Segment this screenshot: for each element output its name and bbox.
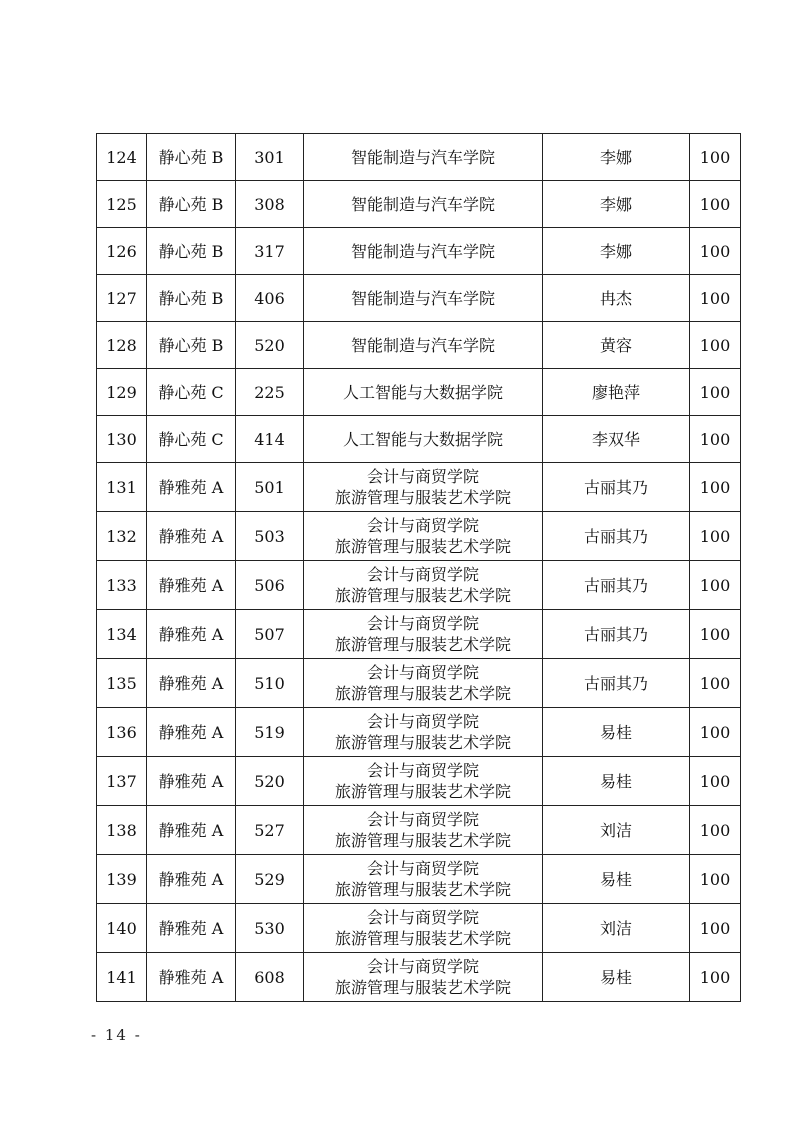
cell-building: 静心苑 B [147, 275, 236, 322]
cell-building: 静心苑 B [147, 134, 236, 181]
college-line: 旅游管理与服装艺术学院 [334, 684, 511, 703]
cell-room: 519 [236, 708, 304, 757]
cell-building: 静雅苑 A [147, 757, 236, 806]
cell-building: 静心苑 B [147, 322, 236, 369]
college-line: 会计与商贸学院 [366, 761, 479, 780]
college-line: 旅游管理与服装艺术学院 [334, 929, 511, 948]
college-line: 智能制造与汽车学院 [350, 147, 495, 167]
college-line: 智能制造与汽车学院 [350, 288, 495, 308]
college-line: 旅游管理与服装艺术学院 [334, 782, 511, 801]
cell-inspector-name: 易桂 [543, 855, 690, 904]
cell-building: 静雅苑 A [147, 512, 236, 561]
cell-building: 静雅苑 A [147, 855, 236, 904]
cell-building: 静心苑 B [147, 181, 236, 228]
cell-building: 静雅苑 A [147, 708, 236, 757]
cell-inspector-name: 黄容 [543, 322, 690, 369]
cell-inspector-name: 易桂 [543, 953, 690, 1002]
cell-room: 608 [236, 953, 304, 1002]
college-line: 旅游管理与服装艺术学院 [334, 733, 511, 752]
cell-inspector-name: 古丽其乃 [543, 610, 690, 659]
cell-score: 100 [690, 228, 741, 275]
cell-college [304, 659, 543, 708]
cell-inspector-name: 古丽其乃 [543, 463, 690, 512]
cell-college [304, 181, 543, 228]
cell-score: 100 [690, 134, 741, 181]
table-row [97, 904, 741, 953]
cell-college [304, 953, 543, 1002]
cell-college [304, 904, 543, 953]
table-row [97, 134, 741, 181]
cell-number: 136 [97, 708, 147, 757]
cell-room: 507 [236, 610, 304, 659]
cell-score: 100 [690, 953, 741, 1002]
cell-number: 127 [97, 275, 147, 322]
table-row [97, 855, 741, 904]
college-line: 智能制造与汽车学院 [350, 241, 495, 261]
cell-score: 100 [690, 855, 741, 904]
cell-number: 132 [97, 512, 147, 561]
cell-score: 100 [690, 181, 741, 228]
cell-score: 100 [690, 275, 741, 322]
cell-room: 530 [236, 904, 304, 953]
college-line: 会计与商贸学院 [366, 565, 479, 584]
cell-score: 100 [690, 659, 741, 708]
page-number: - 14 - [91, 1026, 142, 1044]
cell-score: 100 [690, 904, 741, 953]
cell-college [304, 322, 543, 369]
cell-inspector-name: 易桂 [543, 757, 690, 806]
table-row [97, 953, 741, 1002]
cell-building: 静雅苑 A [147, 806, 236, 855]
cell-room: 520 [236, 322, 304, 369]
cell-inspector-name: 李娜 [543, 134, 690, 181]
college-line: 会计与商贸学院 [366, 908, 479, 927]
cell-building: 静雅苑 A [147, 463, 236, 512]
cell-number: 140 [97, 904, 147, 953]
cell-number: 130 [97, 416, 147, 463]
cell-inspector-name: 冉杰 [543, 275, 690, 322]
cell-score: 100 [690, 610, 741, 659]
table-row [97, 369, 741, 416]
table-row [97, 228, 741, 275]
cell-college [304, 708, 543, 757]
cell-building: 静心苑 C [147, 416, 236, 463]
cell-room: 506 [236, 561, 304, 610]
college-line: 旅游管理与服装艺术学院 [334, 635, 511, 654]
college-line: 会计与商贸学院 [366, 516, 479, 535]
cell-building: 静心苑 B [147, 228, 236, 275]
cell-college [304, 806, 543, 855]
cell-college [304, 369, 543, 416]
college-line: 会计与商贸学院 [366, 663, 479, 682]
table-row [97, 275, 741, 322]
cell-number: 129 [97, 369, 147, 416]
college-line: 旅游管理与服装艺术学院 [334, 586, 511, 605]
cell-inspector-name: 李双华 [543, 416, 690, 463]
cell-inspector-name: 刘洁 [543, 806, 690, 855]
cell-score: 100 [690, 708, 741, 757]
college-line: 会计与商贸学院 [366, 614, 479, 633]
cell-room: 225 [236, 369, 304, 416]
table-row [97, 757, 741, 806]
cell-number: 128 [97, 322, 147, 369]
college-line: 旅游管理与服装艺术学院 [334, 978, 511, 997]
college-line: 人工智能与大数据学院 [342, 382, 503, 402]
college-line: 旅游管理与服装艺术学院 [334, 488, 511, 507]
cell-college [304, 610, 543, 659]
cell-inspector-name: 古丽其乃 [543, 659, 690, 708]
cell-inspector-name: 易桂 [543, 708, 690, 757]
cell-building: 静心苑 C [147, 369, 236, 416]
college-line: 旅游管理与服装艺术学院 [334, 537, 511, 556]
cell-room: 414 [236, 416, 304, 463]
cell-building: 静雅苑 A [147, 953, 236, 1002]
dormitory-score-table [96, 133, 741, 1002]
table-row [97, 659, 741, 708]
college-line: 智能制造与汽车学院 [350, 335, 495, 355]
cell-building: 静雅苑 A [147, 904, 236, 953]
cell-building: 静雅苑 A [147, 659, 236, 708]
college-line: 智能制造与汽车学院 [350, 194, 495, 214]
cell-room: 501 [236, 463, 304, 512]
table-row [97, 561, 741, 610]
college-line: 会计与商贸学院 [366, 859, 479, 878]
cell-score: 100 [690, 512, 741, 561]
cell-score: 100 [690, 463, 741, 512]
table-row [97, 806, 741, 855]
cell-number: 134 [97, 610, 147, 659]
cell-college [304, 855, 543, 904]
cell-score: 100 [690, 561, 741, 610]
table-body [97, 134, 741, 1002]
college-line: 会计与商贸学院 [366, 957, 479, 976]
cell-college [304, 757, 543, 806]
cell-number: 124 [97, 134, 147, 181]
cell-college [304, 512, 543, 561]
cell-inspector-name: 李娜 [543, 181, 690, 228]
cell-room: 510 [236, 659, 304, 708]
cell-room: 527 [236, 806, 304, 855]
cell-inspector-name: 古丽其乃 [543, 512, 690, 561]
college-line: 会计与商贸学院 [366, 810, 479, 829]
cell-score: 100 [690, 416, 741, 463]
cell-number: 133 [97, 561, 147, 610]
college-line: 人工智能与大数据学院 [342, 429, 503, 449]
cell-inspector-name: 刘洁 [543, 904, 690, 953]
table-row [97, 416, 741, 463]
cell-room: 529 [236, 855, 304, 904]
cell-room: 308 [236, 181, 304, 228]
table-row [97, 512, 741, 561]
college-line: 会计与商贸学院 [366, 712, 479, 731]
cell-college [304, 416, 543, 463]
cell-number: 135 [97, 659, 147, 708]
cell-college [304, 228, 543, 275]
college-line: 会计与商贸学院 [366, 467, 479, 486]
cell-number: 137 [97, 757, 147, 806]
cell-number: 131 [97, 463, 147, 512]
cell-inspector-name: 廖艳萍 [543, 369, 690, 416]
cell-college [304, 275, 543, 322]
cell-room: 520 [236, 757, 304, 806]
cell-number: 141 [97, 953, 147, 1002]
cell-score: 100 [690, 322, 741, 369]
cell-college [304, 134, 543, 181]
table-row [97, 322, 741, 369]
cell-score: 100 [690, 369, 741, 416]
cell-building: 静雅苑 A [147, 561, 236, 610]
cell-number: 126 [97, 228, 147, 275]
cell-room: 406 [236, 275, 304, 322]
college-line: 旅游管理与服装艺术学院 [334, 880, 511, 899]
college-line: 旅游管理与服装艺术学院 [334, 831, 511, 850]
cell-score: 100 [690, 757, 741, 806]
cell-room: 503 [236, 512, 304, 561]
cell-college [304, 561, 543, 610]
cell-number: 139 [97, 855, 147, 904]
cell-number: 138 [97, 806, 147, 855]
cell-inspector-name: 李娜 [543, 228, 690, 275]
cell-college [304, 463, 543, 512]
cell-score: 100 [690, 806, 741, 855]
table-row [97, 181, 741, 228]
cell-building: 静雅苑 A [147, 610, 236, 659]
cell-inspector-name: 古丽其乃 [543, 561, 690, 610]
table-row [97, 610, 741, 659]
table-row [97, 463, 741, 512]
cell-number: 125 [97, 181, 147, 228]
cell-room: 301 [236, 134, 304, 181]
cell-room: 317 [236, 228, 304, 275]
table-row [97, 708, 741, 757]
